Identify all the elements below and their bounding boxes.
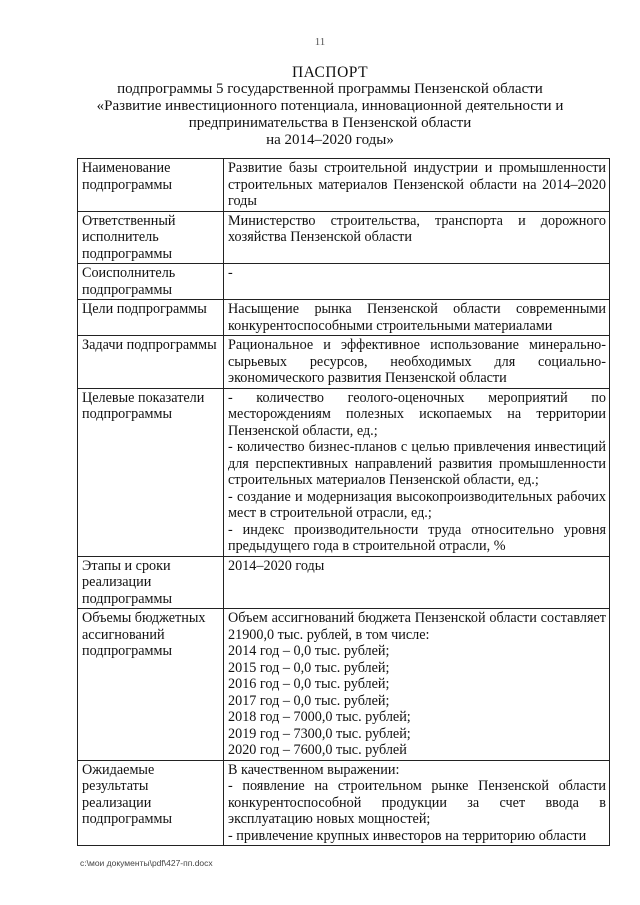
row-value-line: - количество бизнес-планов с целью привлечения инвестиций для перспективных направлений развития промышленности строительных материалов Пензенской области, ед.; xyxy=(228,439,606,488)
row-value xyxy=(224,300,610,336)
row-value xyxy=(224,556,610,609)
table-row xyxy=(78,609,610,761)
row-value-line: Развитие базы строительной индустрии и промышленности строительных материалов Пензенской области на 2014–2020 годы xyxy=(228,160,606,209)
row-value xyxy=(224,159,610,212)
row-value-line: В качественном выражении: xyxy=(228,761,400,778)
row-value-line: 2019 год – 7300,0 тыс. рублей; xyxy=(228,725,411,742)
table-row xyxy=(78,211,610,264)
row-label: Соисполнитель подпрограммы xyxy=(78,264,224,300)
row-value xyxy=(224,211,610,264)
row-value-line: 2014–2020 годы xyxy=(228,557,325,574)
row-value-line: Насыщение рынка Пензенской области современными конкурентоспособными строительными материалами xyxy=(228,301,606,334)
row-label: Задачи подпрограммы xyxy=(78,336,224,389)
file-path-footer: c:\мои документы\pdf\427-пп.docx xyxy=(80,858,213,868)
row-value-line: 2017 год – 0,0 тыс. рублей; xyxy=(228,692,390,709)
row-value xyxy=(224,264,610,300)
row-value-line: - xyxy=(228,265,233,281)
header-line: подпрограммы 5 государственной программы Пензенской области xyxy=(117,81,543,97)
row-value-line: - привлечение крупных инвесторов на территорию области xyxy=(228,827,587,844)
row-value-line: 2014 год – 0,0 тыс. рублей; xyxy=(228,643,390,659)
header-line: «Развитие инвестиционного потенциала, инновационной деятельности и xyxy=(96,98,564,114)
header-line: на 2014–2020 годы» xyxy=(266,132,394,148)
passport-table xyxy=(77,158,610,846)
row-value-line: 2015 год – 0,0 тыс. рублей; xyxy=(228,659,390,676)
row-label: Наименование подпрограммы xyxy=(78,159,224,212)
row-value-line: Министерство строительства, транспорта и дорожного хозяйства Пензенской области xyxy=(228,212,606,245)
page-number: 11 xyxy=(314,36,326,48)
table-row xyxy=(78,300,610,336)
header-line: предпринимательства в Пензенской области xyxy=(188,115,472,131)
row-value xyxy=(224,609,610,761)
row-value-line: 2018 год – 7000,0 тыс. рублей; xyxy=(228,709,411,725)
row-label: Целевые показатели подпрограммы xyxy=(78,388,224,556)
row-value xyxy=(224,336,610,389)
table-row xyxy=(78,264,610,300)
table-row xyxy=(78,760,610,846)
row-label: Этапы и сроки реализации подпрограммы xyxy=(78,556,224,609)
table-row xyxy=(78,388,610,556)
row-value-line: Рациональное и эффективное использование минерально-сырьевых ресурсов, необходимых для социально-экономического развития Пензенской области xyxy=(228,337,606,386)
row-value xyxy=(224,388,610,556)
row-label: Объемы бюджетных ассигнований подпрограммы xyxy=(78,609,224,761)
row-value-line: 2016 год – 0,0 тыс. рублей; xyxy=(228,676,390,692)
row-value-line: 2020 год – 7600,0 тыс. рублей xyxy=(228,742,407,758)
table-row xyxy=(78,336,610,389)
row-value-line: - индекс производительности труда относительно уровня предыдущего года в строительной отрасли, % xyxy=(228,521,606,554)
table-row xyxy=(78,556,610,609)
row-value-line: - создание и модернизация высокопроизводительных рабочих мест в строительной отрасли, ед.; xyxy=(228,488,606,521)
row-label: Цели подпрограммы xyxy=(78,300,224,336)
document-header xyxy=(60,64,600,149)
row-value-line: - количество геолого-оценочных мероприятий по месторождениям полезных ископаемых на территории Пензенской области, ед.; xyxy=(228,389,606,439)
row-value xyxy=(224,760,610,846)
row-label: Ответственный исполнитель подпрограммы xyxy=(78,211,224,264)
row-value-line: Объем ассигнований бюджета Пензенской области составляет 21900,0 тыс. рублей, в том числе: xyxy=(228,610,606,643)
row-value-line: - появление на строительном рынке Пензенской области конкурентоспособной продукции за счет ввода в эксплуатацию новых мощностей; xyxy=(228,778,606,827)
row-label: Ожидаемые результаты реализации подпрограммы xyxy=(78,760,224,846)
document-title: ПАСПОРТ xyxy=(291,64,369,81)
table-row xyxy=(78,159,610,212)
